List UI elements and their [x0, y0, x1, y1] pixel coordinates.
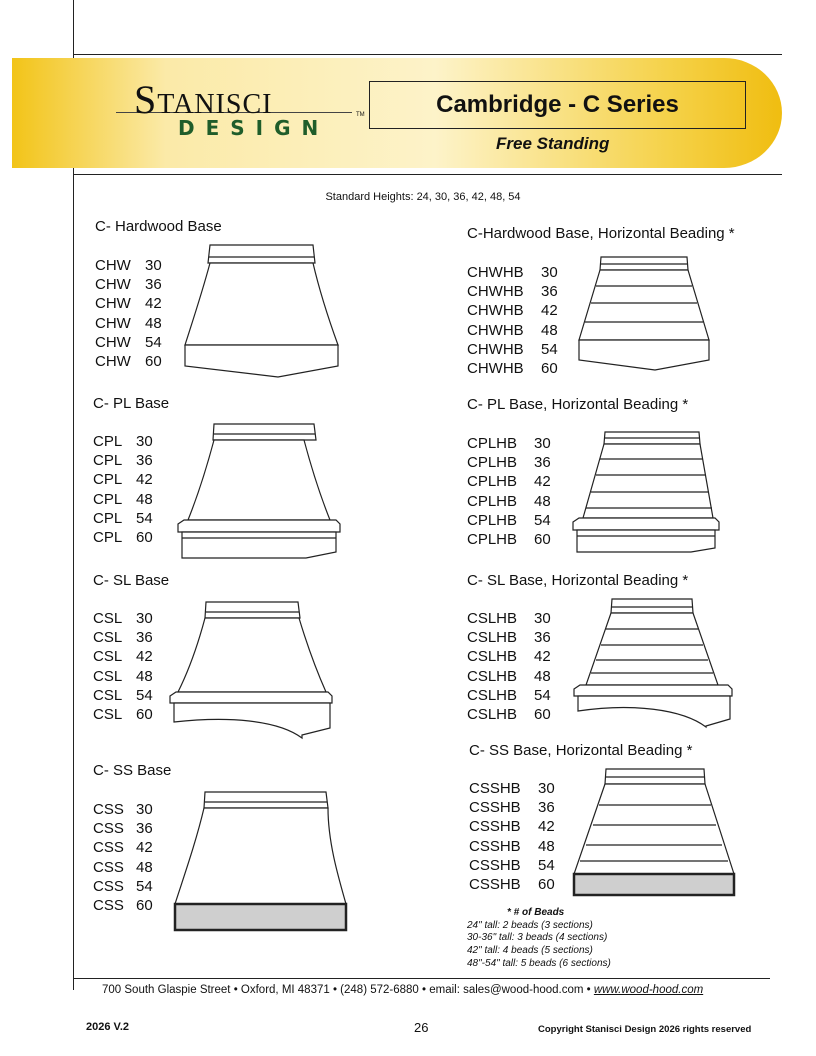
- list-item: CSSHB 30: [469, 780, 555, 797]
- section-title-chw: C- Hardwood Base: [95, 218, 222, 235]
- brand-trademark: TM: [356, 112, 365, 118]
- list-item: CHW 36: [95, 276, 162, 294]
- standard-heights: Standard Heights: 24, 30, 36, 42, 48, 54: [325, 191, 521, 203]
- section-title-cslhb: C- SL Base, Horizontal Beading *: [467, 572, 689, 589]
- list-item: CSL 48: [93, 667, 153, 685]
- list-item: CPL 60: [93, 529, 153, 547]
- beads-note-line: 42" tall: 4 beads (5 sections): [467, 945, 593, 957]
- page-subtitle: Free Standing: [496, 134, 610, 153]
- page-number: 26: [414, 1020, 429, 1035]
- section-title-csshb: C- SS Base, Horizontal Beading *: [469, 742, 693, 759]
- beads-note-line: 30-36" tall: 3 beads (4 sections): [467, 932, 608, 944]
- list-item: CSLHB 42: [467, 648, 551, 666]
- list-item: CSS 42: [93, 839, 153, 857]
- list-item: CPLHB 60: [467, 531, 551, 549]
- list-item: CHWHB 30: [467, 264, 558, 281]
- list-item: CSS 36: [93, 820, 153, 838]
- list-item: CSLHB 54: [467, 686, 551, 704]
- list-item: CSL 54: [93, 686, 153, 704]
- list-item: CPLHB 30: [467, 435, 551, 452]
- footer-contact: [102, 984, 703, 996]
- list-item: CPL 30: [93, 433, 153, 450]
- hood-illustration-chw: [180, 243, 342, 380]
- list-item: CPL 54: [93, 509, 153, 527]
- list-item: CPLHB 48: [467, 492, 551, 510]
- list-item: CSSHB 36: [469, 799, 555, 817]
- list-item: CHWHB 48: [467, 321, 558, 339]
- list-item: CSSHB 60: [469, 876, 555, 894]
- section-title-chwhb: C-Hardwood Base, Horizontal Beading *: [467, 225, 735, 242]
- section-title-css: C- SS Base: [93, 762, 172, 779]
- list-item: CPL 48: [93, 490, 153, 508]
- list-item: CSS 48: [93, 858, 153, 876]
- hood-illustration-cplhb: [571, 430, 723, 556]
- beads-note-line: 48"-54" tall: 5 beads (6 sections): [467, 957, 611, 969]
- header-top-rule: [73, 54, 782, 55]
- model-list-csl: [93, 609, 153, 724]
- list-item: CSS 54: [93, 877, 153, 895]
- section-title-csl: C- SL Base: [93, 572, 170, 589]
- list-item: CHWHB 54: [467, 340, 558, 358]
- version-label: 2026 V.2: [86, 1021, 130, 1033]
- beads-note-line: 24" tall: 2 beads (3 sections): [467, 919, 593, 931]
- list-item: CSSHB 48: [469, 837, 555, 855]
- header-bottom-rule: [73, 174, 782, 175]
- list-item: CSLHB 48: [467, 667, 551, 685]
- section-title-cplhb: C- PL Base, Horizontal Beading *: [467, 396, 689, 413]
- hood-illustration-cslhb: [572, 597, 736, 731]
- list-item: CSL 30: [93, 610, 153, 627]
- list-item: CSSHB 42: [469, 818, 555, 836]
- list-item: CSLHB 60: [467, 706, 551, 724]
- website-link[interactable]: www.wood-hood.com: [593, 984, 704, 996]
- list-item: CSL 60: [93, 706, 153, 724]
- model-list-css: [93, 800, 153, 915]
- list-item: CHW 42: [95, 295, 162, 313]
- list-item: CHW 48: [95, 314, 162, 332]
- list-item: CPL 36: [93, 452, 153, 470]
- model-list-cslhb: [467, 609, 551, 724]
- hood-illustration-csl: [168, 600, 336, 740]
- beads-note: [467, 907, 611, 971]
- footer-address: 700 South Glaspie Street • Oxford, MI 48371 • (248) 572-6880 • email: sales@wood-hood.com •: [102, 984, 594, 996]
- model-list-cplhb: [467, 434, 551, 549]
- list-item: CSLHB 30: [467, 610, 551, 627]
- beads-note-heading: * # of Beads: [507, 907, 565, 918]
- section-title-cpl: C- PL Base: [93, 395, 170, 412]
- list-item: CPLHB 54: [467, 511, 551, 529]
- list-item: CSSHB 54: [469, 856, 555, 874]
- copyright: Copyright Stanisci Design 2026 rights reserved: [538, 1024, 752, 1035]
- list-item: CHW 54: [95, 333, 162, 351]
- hood-illustration-cpl: [174, 422, 344, 562]
- page-title: Cambridge - C Series: [369, 81, 746, 129]
- footer-rule: [73, 978, 770, 979]
- list-item: CSS 30: [93, 801, 153, 818]
- model-list-cpl: [93, 432, 153, 547]
- list-item: CHW 60: [95, 353, 162, 371]
- list-item: CHWHB 36: [467, 283, 558, 301]
- list-item: CSL 42: [93, 648, 153, 666]
- list-item: CHWHB 42: [467, 302, 558, 320]
- list-item: CSLHB 36: [467, 629, 551, 647]
- list-item: CPL 42: [93, 471, 153, 489]
- list-item: CPLHB 36: [467, 454, 551, 472]
- model-list-chwhb: [467, 263, 558, 378]
- model-list-csshb: [469, 779, 555, 894]
- brand-logo-sub: DESIGN: [178, 116, 330, 140]
- list-item: CHWHB 60: [467, 360, 558, 378]
- list-item: CSL 36: [93, 629, 153, 647]
- hood-illustration-chwhb: [575, 256, 713, 376]
- list-item: CPLHB 42: [467, 473, 551, 491]
- model-list-chw: [95, 256, 162, 371]
- brand-logo: Stanisci: [134, 77, 273, 122]
- list-item: CSS 60: [93, 897, 153, 915]
- hood-illustration-csshb: [570, 767, 738, 903]
- list-item: CHW 30: [95, 257, 162, 274]
- hood-illustration-css: [170, 790, 350, 940]
